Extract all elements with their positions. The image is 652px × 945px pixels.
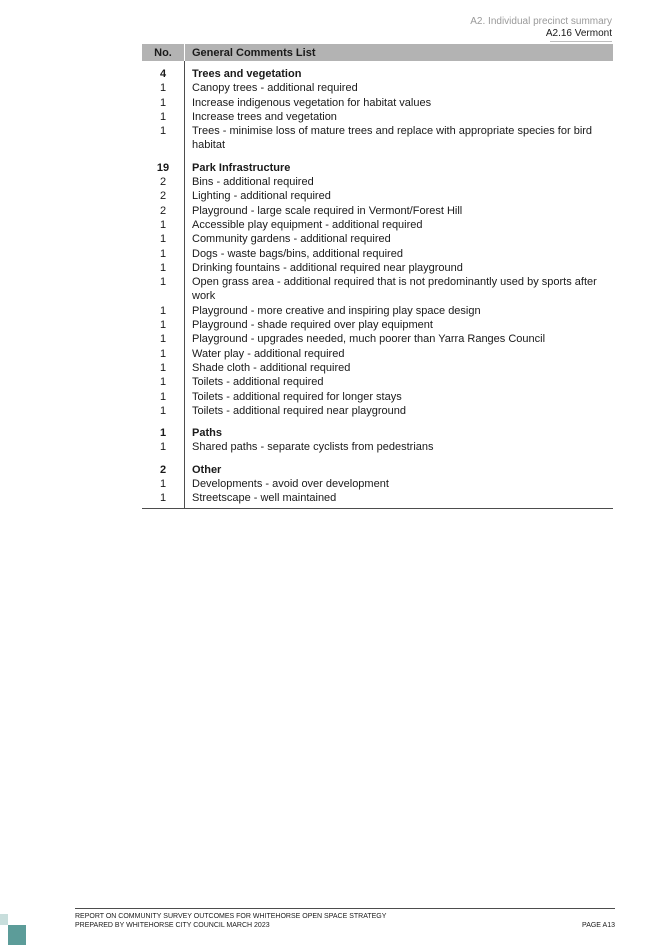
page-footer	[75, 908, 615, 930]
row-count: 1	[159, 478, 167, 491]
table-bottom-rule	[142, 508, 613, 509]
row-count: 1	[159, 247, 167, 260]
table-header	[142, 44, 613, 61]
row-comment: Bins - additional required	[184, 175, 613, 189]
col-header-comments: General Comments List	[184, 44, 315, 61]
group-row	[142, 61, 613, 81]
row-comment: Shared paths - separate cyclists from pedestrians	[184, 440, 613, 454]
brand-square-dark	[8, 925, 26, 945]
row-comment: Streetscape - well maintained	[184, 491, 613, 505]
row-comment: Toilets - additional required for longer stays	[184, 390, 613, 404]
table-row	[142, 96, 613, 110]
row-comment: Drinking fountains - additional required near playground	[184, 261, 613, 275]
table-row	[142, 124, 613, 153]
table-row	[142, 440, 613, 454]
group-title: Paths	[184, 418, 613, 440]
table-row	[142, 347, 613, 361]
table-row	[142, 261, 613, 275]
row-comment: Accessible play equipment - additional required	[184, 218, 613, 232]
table-row	[142, 275, 613, 304]
table-row	[142, 218, 613, 232]
row-comment: Canopy trees - additional required	[184, 81, 613, 95]
brand-square-light	[0, 914, 8, 925]
row-comment: Lighting - additional required	[184, 189, 613, 203]
footer-report-title: REPORT ON COMMUNITY SURVEY OUTCOMES FOR WHITEHORSE OPEN SPACE STRATEGY	[75, 913, 387, 920]
running-header	[470, 16, 612, 42]
section-title: A2. Individual precinct summary	[470, 16, 612, 27]
row-count: 1	[159, 404, 167, 417]
table-row	[142, 361, 613, 375]
group-count: 4	[159, 68, 167, 80]
group-title: Trees and vegetation	[184, 61, 613, 81]
table-row	[142, 375, 613, 389]
group-row	[142, 153, 613, 175]
subsection-title: A2.16 Vermont	[545, 28, 612, 39]
row-count: 1	[159, 110, 167, 123]
table-end-spacer	[142, 506, 613, 508]
row-comment: Water play - additional required	[184, 347, 613, 361]
table-row	[142, 491, 613, 505]
row-count: 1	[159, 276, 167, 289]
row-count: 1	[159, 82, 167, 95]
table-row	[142, 332, 613, 346]
table-row	[142, 189, 613, 203]
table-row	[142, 247, 613, 261]
row-count: 1	[159, 261, 167, 274]
table-row	[142, 81, 613, 95]
row-count: 1	[159, 304, 167, 317]
table-row	[142, 304, 613, 318]
group-count: 1	[159, 427, 167, 440]
table-row	[142, 232, 613, 246]
table-row	[142, 110, 613, 124]
row-count: 1	[159, 333, 167, 346]
table-row	[142, 318, 613, 332]
group-title: Park Infrastructure	[184, 153, 613, 175]
row-comment: Increase indigenous vegetation for habitat values	[184, 96, 613, 110]
row-comment: Toilets - additional required near playground	[184, 404, 613, 418]
row-count: 1	[159, 218, 167, 231]
row-comment: Shade cloth - additional required	[184, 361, 613, 375]
row-count: 1	[159, 390, 167, 403]
table-row	[142, 390, 613, 404]
row-count: 1	[159, 376, 167, 389]
group-row	[142, 418, 613, 440]
group-count: 2	[159, 463, 167, 476]
page-number: PAGE A13	[582, 922, 615, 929]
group-title: Other	[184, 455, 613, 477]
group-row	[142, 455, 613, 477]
row-count: 1	[159, 96, 167, 109]
row-comment: Open grass area - additional required that is not predominantly used by sports after work	[184, 275, 613, 304]
row-comment: Trees - minimise loss of mature trees and replace with appropriate species for bird habitat	[184, 124, 613, 153]
footer-rule	[75, 908, 615, 909]
header-rule	[550, 41, 612, 42]
row-comment: Playground - more creative and inspiring play space design	[184, 304, 613, 318]
footer-prepared-by: PREPARED BY WHITEHORSE CITY COUNCIL MARCH 2023	[75, 922, 270, 929]
row-count: 2	[159, 176, 167, 189]
row-count: 1	[159, 319, 167, 332]
row-count: 1	[159, 361, 167, 374]
table-row	[142, 477, 613, 491]
row-count: 1	[159, 441, 167, 454]
row-comment: Playground - shade required over play equipment	[184, 318, 613, 332]
row-count: 2	[159, 190, 167, 203]
comments-table	[142, 44, 613, 509]
table-body	[142, 61, 613, 508]
row-count: 1	[159, 492, 167, 505]
row-comment: Developments - avoid over development	[184, 477, 613, 491]
row-count: 1	[159, 233, 167, 246]
table-row	[142, 404, 613, 418]
row-comment: Playground - large scale required in Vermont/Forest Hill	[184, 204, 613, 218]
table-row	[142, 175, 613, 189]
row-comment: Toilets - additional required	[184, 375, 613, 389]
row-count: 1	[159, 125, 167, 138]
row-comment: Playground - upgrades needed, much poorer than Yarra Ranges Council	[184, 332, 613, 346]
row-comment: Community gardens - additional required	[184, 232, 613, 246]
table-row	[142, 204, 613, 218]
row-comment: Dogs - waste bags/bins, additional required	[184, 247, 613, 261]
row-count: 2	[159, 204, 167, 217]
col-header-no: No.	[154, 46, 172, 59]
row-comment: Increase trees and vegetation	[184, 110, 613, 124]
row-count: 1	[159, 347, 167, 360]
group-count: 19	[156, 161, 170, 174]
